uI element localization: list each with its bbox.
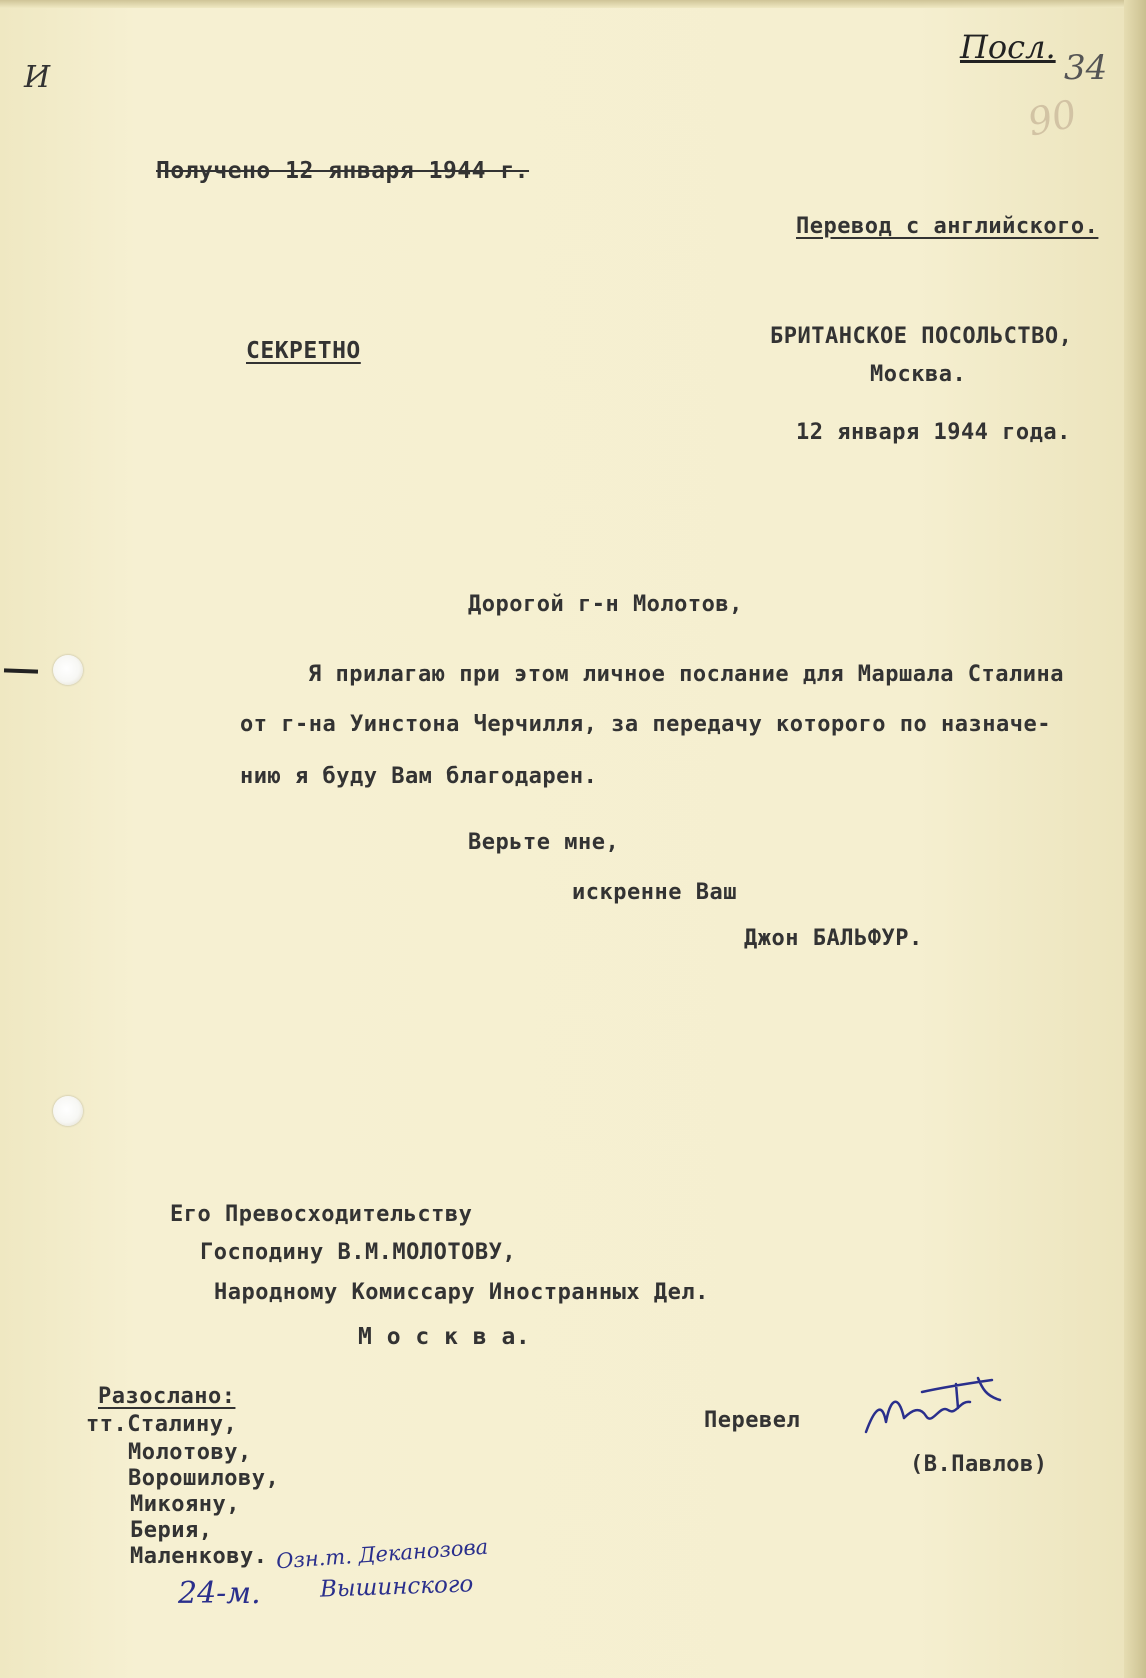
closing-line-1: Верьте мне, xyxy=(468,830,620,855)
distribution-recipient: Ворошилову, xyxy=(128,1466,280,1491)
distribution-recipient: тт.Сталину, xyxy=(86,1412,238,1437)
distribution-recipient: Молотову, xyxy=(128,1440,252,1465)
punch-hole-top xyxy=(53,655,83,685)
body-line-3: нию я буду Вам благодарен. xyxy=(240,764,598,789)
distribution-recipient: Микояну, xyxy=(130,1492,240,1517)
distribution-recipient: Берия, xyxy=(130,1518,213,1543)
sender-embassy: БРИТАНСКОЕ ПОСОЛЬСТВО, xyxy=(770,324,1073,349)
body-line-2: от г-на Уинстона Черчилля, за передачу которого по назначе- xyxy=(240,712,1051,737)
top-left-mark: И xyxy=(24,60,51,95)
acquainted-note-name: Вышинского xyxy=(319,1571,474,1603)
translation-note: Перевод с английского. xyxy=(796,214,1099,239)
letter-date: 12 января 1944 года. xyxy=(796,420,1071,445)
page-number: 34 xyxy=(1064,48,1108,88)
page-top-edge xyxy=(0,0,1146,8)
acquainted-note: Озн.т. Деканозова xyxy=(275,1534,489,1574)
distribution-heading: Разослано: xyxy=(98,1384,236,1409)
received-stamp: Получено 12 января 1944 г. xyxy=(156,158,530,184)
page-right-edge xyxy=(1124,0,1146,1678)
salutation: Дорогой г-н Молотов, xyxy=(468,592,743,617)
addressee-line-1: Его Превосходительству xyxy=(170,1202,473,1227)
translator-label: Перевел xyxy=(704,1408,801,1433)
faint-archive-number: 90 xyxy=(1023,91,1081,145)
handwritten-code: 24-м. xyxy=(178,1576,261,1611)
sender-city: Москва. xyxy=(870,362,967,387)
classification-label: СЕКРЕТНО xyxy=(246,338,361,364)
closing-line-2: искренне Ваш xyxy=(572,880,737,905)
punch-hole-bottom xyxy=(53,1096,83,1126)
distribution-recipient: Маленкову. xyxy=(130,1544,268,1569)
addressee-line-2: Господину В.М.МОЛОТОВУ, xyxy=(200,1240,517,1265)
signature-name: Джон БАЛЬФУР. xyxy=(744,926,923,951)
top-right-note: Посл. xyxy=(960,28,1056,66)
addressee-city: М о с к в а. xyxy=(358,1324,531,1350)
body-line-1: Я прилагаю при этом личное послание для Маршала Сталина xyxy=(308,662,1064,687)
translator-name: (В.Павлов) xyxy=(910,1452,1048,1477)
addressee-line-3: Народному Комиссару Иностранных Дел. xyxy=(214,1280,709,1305)
translator-signature-icon xyxy=(860,1370,1010,1440)
binding-mark xyxy=(4,668,38,673)
